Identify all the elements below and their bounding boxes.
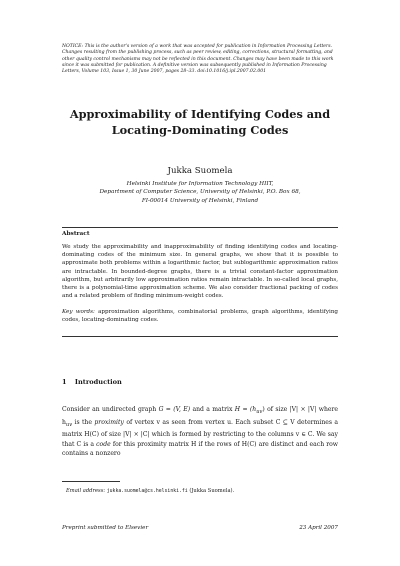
publication-notice: [62, 44, 338, 75]
abstract-top-rule: [62, 227, 338, 228]
intro-graph-symbol: G = (V, E): [158, 406, 191, 413]
footnote-rule: [62, 481, 120, 482]
keywords-text: approximation algorithms, combinatorial problems, graph algorithms, identifying codes, locating-dominating codes.: [62, 309, 339, 324]
keywords-label: Key words:: [62, 309, 95, 315]
title-line-1: Approximability of Identifying Codes and: [69, 107, 331, 121]
paper-title: [62, 106, 338, 138]
intro-text-2: and a matrix: [192, 406, 233, 413]
intro-term-code: code: [96, 440, 111, 448]
intro-entry-subscript: uv: [65, 421, 73, 428]
section-number: 1: [62, 378, 67, 386]
affiliation-line-1: Helsinki Institute for Information Technology HIIT,: [126, 181, 274, 187]
intro-text-6: for this proximity matrix H if the rows of H(C) are distinct and each row contains a nonzero: [62, 440, 339, 458]
intro-paragraph: [62, 405, 338, 458]
section-heading: [62, 378, 122, 387]
affiliation-line-2: Department of Computer Science, University of Helsinki, P.O. Box 68,: [99, 189, 301, 196]
intro-text-5: of vertex v as seen from vertex u. Each subset C ⊆ V determines a matrix H(C) of size |V| × |C| which is formed by restricting to the columns v ∈ C. We say that C is a: [62, 418, 339, 448]
intro-matrix-subscript: uv: [256, 409, 263, 416]
intro-matrix-symbol: H = (h: [234, 406, 257, 413]
affiliation: [62, 180, 338, 205]
notice-label: NOTICE:: [62, 44, 84, 49]
footnote-name: (Jukka Suomela).: [189, 488, 235, 494]
abstract-heading: Abstract: [62, 231, 90, 237]
abstract-bottom-rule: [62, 336, 338, 337]
footnote: [66, 488, 338, 495]
affiliation-line-3: FI-00014 University of Helsinki, Finland: [141, 197, 259, 204]
footnote-label: Email address:: [66, 488, 106, 494]
notice-text: This is the author's version of a work that was accepted for publication in Information Processing Letters. Changes resulting from the publishing process, such as peer review, editing, corrections, structural formatting, and other quality control mechanisms may not be reflected in this document. Changes may have been made to this work since it was submitted for publication. A definitive version was subsequently published in Information Processing Letters, Volume 103, Issue 1, 30 June 2007, pages 28–33. doi:10.1016/j.ipl.2007.02.001: [62, 44, 334, 75]
keywords: [62, 308, 338, 324]
intro-text-1: Consider an undirected graph: [62, 406, 157, 413]
abstract-body: We study the approximability and inapproximability of finding identifying codes and locating-dominating codes of the minimum size. In general graphs, we show that it is possible to approximate both problems within a logarithmic factor, but sublogarithmic approximation ratios are intractable. In bounded-degree graphs, there is a trivial constant-factor approximation algorithm, but arbitrarily low approximation ratios remain intractable. In so-called local graphs, there is a polynomial-time approximation scheme. We also consider fractional packing of codes and a related problem of finding minimum-weight codes.: [62, 244, 338, 300]
intro-text-4: is the: [74, 418, 92, 426]
intro-term-proximity: proximity: [94, 418, 124, 426]
author-name: Jukka Suomela: [167, 166, 233, 176]
preprint-date: 23 April 2007: [299, 525, 338, 531]
author-email-link[interactable]: jukka.suomela@cs.helsinki.fi: [106, 489, 188, 494]
title-line-2: Locating-Dominating Codes: [111, 123, 289, 137]
section-title: Introduction: [74, 378, 122, 386]
intro-text-3: ) of size |V| × |V| where h: [62, 406, 339, 426]
preprint-note: Preprint submitted to Elsevier: [62, 525, 149, 531]
